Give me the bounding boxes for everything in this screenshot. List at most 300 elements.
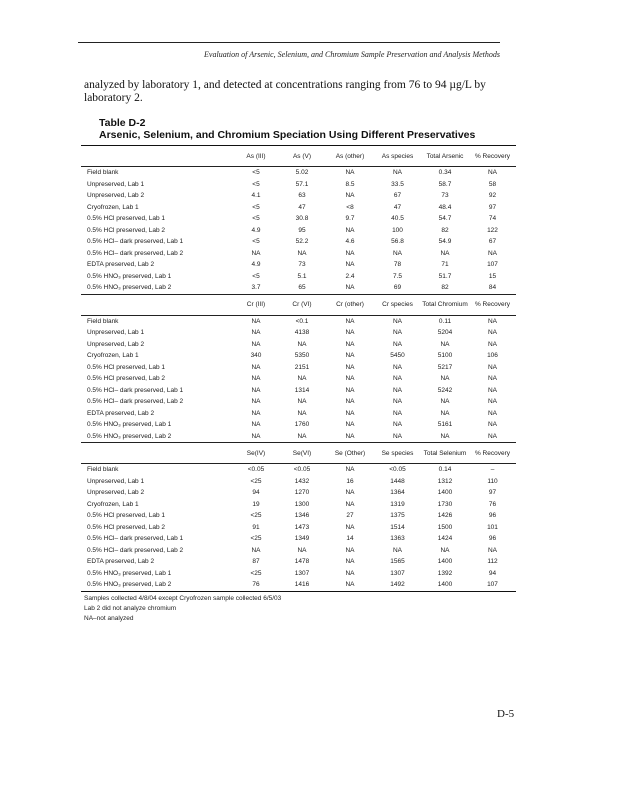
table-cell: <25 xyxy=(250,569,262,577)
table-row xyxy=(81,464,516,476)
table-cell: 1307 xyxy=(390,569,405,577)
table-cell: 30.8 xyxy=(295,215,309,222)
header-corner xyxy=(81,443,234,464)
table-body xyxy=(81,146,516,592)
column-header: As (V) xyxy=(278,146,326,167)
table-cell: 33.5 xyxy=(391,180,404,188)
table-row xyxy=(81,236,516,248)
table-row xyxy=(81,362,516,374)
table-cell: NA xyxy=(345,489,355,496)
column-header: % Recovery xyxy=(469,146,516,167)
table-cell: NA xyxy=(487,317,498,325)
table-cell: 1307 xyxy=(294,569,310,577)
table-cell: NA xyxy=(251,409,261,417)
row-label: EDTA preserved, Lab 2 xyxy=(87,558,155,565)
table-cell: 5242 xyxy=(437,386,453,394)
table-row xyxy=(81,190,516,202)
table-cell: NA xyxy=(345,375,355,382)
table-cell: 67 xyxy=(393,192,402,199)
table-cell: NA xyxy=(440,432,450,440)
table-row xyxy=(81,568,516,580)
table-cell: 4.1 xyxy=(251,192,261,199)
table-cell: NA xyxy=(297,409,307,417)
table-cell: 107 xyxy=(487,261,498,268)
table-cell: NA xyxy=(345,500,355,508)
table-cell: 69 xyxy=(393,284,402,291)
table-cell: 4.6 xyxy=(345,238,355,245)
table-cell: 340 xyxy=(250,352,262,359)
table-cell: 2151 xyxy=(294,363,310,371)
table-cell: NA xyxy=(345,386,355,394)
table-cell: 7.5 xyxy=(392,272,403,280)
column-header: Cr species xyxy=(374,294,421,315)
table-cell: 78 xyxy=(393,261,402,268)
row-label: 0.5% HNO₃ preserved, Lab 2 xyxy=(87,432,172,440)
header-corner xyxy=(81,146,234,167)
table-cell: NA xyxy=(251,340,261,348)
column-header: Se(VI) xyxy=(278,443,326,464)
row-label: 0.5% HNO₃ preserved, Lab 2 xyxy=(81,579,234,591)
table-row xyxy=(81,282,516,294)
table-cell: NA xyxy=(487,432,498,440)
table-cell: 1426 xyxy=(437,512,453,519)
table-cell: 51.7 xyxy=(438,272,452,280)
row-label: EDTA preserved, Lab 2 xyxy=(87,261,155,268)
table-cell: <0.05 xyxy=(247,466,265,473)
table-cell: NA xyxy=(487,398,498,405)
table-cell: 58 xyxy=(488,180,497,188)
table-cell: 8.5 xyxy=(345,180,355,188)
table-cell: 47 xyxy=(298,203,306,211)
table-cell: 100 xyxy=(392,226,403,234)
table-row xyxy=(81,339,516,351)
table-cell: <5 xyxy=(252,215,260,222)
table-cell: 1400 xyxy=(437,558,453,565)
table-cell: NA xyxy=(392,169,403,176)
table-cell: NA xyxy=(251,398,261,405)
table-cell: 1492 xyxy=(374,579,421,591)
table-cell: 58.7 xyxy=(438,180,452,188)
column-header: Total Selenium xyxy=(421,443,469,464)
table-row xyxy=(81,408,516,420)
table-row xyxy=(81,510,516,522)
table-cell: 96 xyxy=(488,535,497,542)
table-cell: 76 xyxy=(234,579,278,591)
table-cell: <25 xyxy=(250,477,262,485)
table-cell: <0.1 xyxy=(295,317,309,325)
table-cell: NA xyxy=(487,409,498,417)
table-cell: 40.5 xyxy=(391,215,404,222)
table-cell: NA xyxy=(487,421,498,428)
table-cell: <5 xyxy=(252,169,260,176)
table-cell: NA xyxy=(345,421,355,428)
table-row xyxy=(81,213,516,225)
column-header: Cr (III) xyxy=(234,294,278,315)
table-cell: NA xyxy=(487,386,498,394)
row-label: 0.5% HCl– dark preserved, Lab 2 xyxy=(87,398,184,405)
table-cell: 1514 xyxy=(390,523,405,531)
table-cell: NA xyxy=(251,317,261,325)
row-label: Field blank xyxy=(87,317,119,325)
table-cell: 71 xyxy=(441,261,449,268)
table-cell: NA xyxy=(440,340,450,348)
table-cell: 5161 xyxy=(437,421,453,428)
table-cell: 1300 xyxy=(294,500,310,508)
column-header: % Recovery xyxy=(469,294,516,315)
table-cell: NA xyxy=(487,375,498,382)
table-cell: 16 xyxy=(346,477,354,485)
table-cell: 96 xyxy=(488,512,497,519)
table-cell: 74 xyxy=(488,215,497,222)
row-label: Unpreserved, Lab 2 xyxy=(87,489,145,496)
table-cell: NA xyxy=(392,421,403,428)
speciation-table xyxy=(81,145,516,592)
table-cell: 1448 xyxy=(390,477,405,485)
table-cell: NA xyxy=(345,546,355,554)
table-cell: 1473 xyxy=(294,523,310,531)
note-line: Samples collected 4/8/04 except Cryofrozen sample collected 6/5/03 xyxy=(84,595,282,602)
column-header: As (other) xyxy=(326,146,374,167)
table-cell: NA xyxy=(297,398,307,405)
table-cell: 1416 xyxy=(278,579,326,591)
table-row xyxy=(81,579,516,591)
table-cell: 97 xyxy=(488,203,497,211)
row-label: Cryofrozen, Lab 1 xyxy=(87,352,139,359)
table-row xyxy=(81,487,516,499)
table-cell: NA xyxy=(297,340,307,348)
table-cell: NA xyxy=(345,226,355,234)
table-cell: NA xyxy=(297,432,307,440)
column-header: Se (Other) xyxy=(326,443,374,464)
table-cell: 5217 xyxy=(437,363,453,371)
table-cell: 0.11 xyxy=(438,317,452,325)
table-cell: 63 xyxy=(298,192,306,199)
table-cell: NA xyxy=(345,340,355,348)
table-cell: 5204 xyxy=(437,329,453,336)
table-title: Arsenic, Selenium, and Chromium Speciation Using Different Preservatives xyxy=(99,129,476,141)
row-label: 0.5% HCl– dark preserved, Lab 1 xyxy=(87,535,184,542)
table-row xyxy=(81,167,516,179)
table-cell: 15 xyxy=(488,272,497,280)
intro-paragraph: analyzed by laboratory 1, and detected at concentrations ranging from 76 to 94 µg/L by laboratory 2. xyxy=(84,79,486,104)
table-cell: 1346 xyxy=(294,512,310,519)
row-label: 0.5% HNO₃ preserved, Lab 2 xyxy=(87,284,172,291)
table-cell: 5.02 xyxy=(295,169,309,176)
table-cell: NA xyxy=(392,363,403,371)
table-cell: NA xyxy=(392,409,403,417)
table-cell: 1565 xyxy=(390,558,405,565)
table-cell: NA xyxy=(297,249,307,257)
table-cell: NA xyxy=(392,317,403,325)
table-cell: 65 xyxy=(298,284,306,291)
table-cell: 52.2 xyxy=(295,238,309,245)
column-header: % Recovery xyxy=(469,443,516,464)
table-cell: 112 xyxy=(487,558,498,565)
table-cell: NA xyxy=(345,466,355,473)
table-cell: NA xyxy=(251,375,261,382)
note-line: Lab 2 did not analyze chromium xyxy=(84,605,177,612)
table-cell: 73 xyxy=(298,261,306,268)
row-label: 0.5% HCl preserved, Lab 1 xyxy=(87,215,166,222)
row-label: 0.5% HNO₃ preserved, Lab 1 xyxy=(87,272,172,280)
table-cell: 1424 xyxy=(437,535,453,542)
table-cell: 4.9 xyxy=(251,261,261,268)
row-label: Field blank xyxy=(87,466,119,473)
table-cell: 95 xyxy=(298,226,306,234)
table-cell: <25 xyxy=(250,535,262,542)
table-cell: NA xyxy=(392,386,403,394)
table-cell: 91 xyxy=(252,523,260,531)
table-cell: NA xyxy=(326,579,374,591)
header-corner xyxy=(81,294,234,315)
table-row xyxy=(81,396,516,408)
table-cell: 47 xyxy=(393,203,402,211)
table-cell: NA xyxy=(392,329,403,336)
table-cell: NA xyxy=(251,329,261,336)
table-cell: NA xyxy=(345,558,355,565)
row-label: 0.5% HCl preserved, Lab 2 xyxy=(87,375,166,382)
table-label: Table D-2 xyxy=(99,117,146,129)
table-cell: NA xyxy=(487,546,498,554)
table-cell: NA xyxy=(345,523,355,531)
row-label: 0.5% HCl– dark preserved, Lab 1 xyxy=(87,238,184,245)
table-cell: NA xyxy=(251,546,261,554)
table-cell: 76 xyxy=(488,500,497,508)
table-cell: 94 xyxy=(252,489,260,496)
table-cell: NA xyxy=(440,409,450,417)
table-cell: 84 xyxy=(488,284,497,291)
column-header: Se(IV) xyxy=(234,443,278,464)
table-cell: 73 xyxy=(441,192,449,199)
table-cell: 82 xyxy=(441,284,449,291)
table-row xyxy=(81,202,516,214)
table-cell: 1319 xyxy=(390,500,405,508)
table-cell: 1349 xyxy=(294,535,310,542)
table-cell: <0.05 xyxy=(293,466,311,473)
table-cell: NA xyxy=(487,249,498,257)
column-header: As species xyxy=(374,146,421,167)
table-cell: NA xyxy=(345,329,355,336)
table-cell: NA xyxy=(345,352,355,359)
table-cell: <8 xyxy=(346,203,354,211)
row-label: Unpreserved, Lab 2 xyxy=(87,340,145,348)
row-label: 0.5% HCl preserved, Lab 1 xyxy=(87,363,166,371)
table-cell: 27 xyxy=(346,512,354,519)
note-line: NA–not analyzed xyxy=(84,615,134,622)
table-cell: <25 xyxy=(250,512,262,519)
table-cell: 0.14 xyxy=(438,466,452,473)
table-cell: <5 xyxy=(252,238,260,245)
table-cell: 94 xyxy=(488,569,497,577)
table-cell: 54.7 xyxy=(438,215,452,222)
header-rule xyxy=(78,42,500,43)
table-cell: 67 xyxy=(488,238,497,245)
table-cell: 54.9 xyxy=(438,238,452,245)
table-row xyxy=(81,385,516,397)
column-header: As (III) xyxy=(234,146,278,167)
table-cell: 1364 xyxy=(390,489,405,496)
table-cell: NA xyxy=(392,249,403,257)
table-cell: NA xyxy=(440,249,450,257)
table-cell: NA xyxy=(440,546,450,554)
table-cell: NA xyxy=(345,363,355,371)
table-cell: 1400 xyxy=(421,579,469,591)
table-cell: NA xyxy=(345,398,355,405)
section-header-row xyxy=(81,443,516,464)
table-cell: <5 xyxy=(252,203,260,211)
table-cell: 110 xyxy=(487,477,498,485)
row-label: 0.5% HCl preserved, Lab 1 xyxy=(87,512,166,519)
table-cell: NA xyxy=(345,192,355,199)
row-label: 0.5% HCl preserved, Lab 2 xyxy=(87,226,166,234)
row-label: Unpreserved, Lab 1 xyxy=(87,477,145,485)
table-cell: NA xyxy=(345,284,355,291)
table-cell: 82 xyxy=(441,226,449,234)
table-row xyxy=(81,327,516,339)
table-cell: 107 xyxy=(469,579,516,591)
table-cell: 1500 xyxy=(437,523,453,531)
table-cell: 122 xyxy=(487,226,498,234)
table-cell: NA xyxy=(345,169,355,176)
table-cell: NA xyxy=(487,169,498,176)
column-header: Cr (other) xyxy=(326,294,374,315)
running-head: Evaluation of Arsenic, Selenium, and Chromium Sample Preservation and Analysis Methods xyxy=(204,50,500,59)
row-label: Cryofrozen, Lab 1 xyxy=(87,203,139,211)
table-cell: 3.7 xyxy=(251,284,261,291)
table-cell: NA xyxy=(487,363,498,371)
table-cell: NA xyxy=(251,386,261,394)
row-label: EDTA preserved, Lab 2 xyxy=(87,409,155,417)
table-row xyxy=(81,373,516,385)
table-cell: 1760 xyxy=(294,421,310,428)
table-cell: <0.05 xyxy=(389,466,406,473)
table-notes xyxy=(84,594,281,624)
table-row xyxy=(81,545,516,557)
table-cell: NA xyxy=(345,409,355,417)
table-row xyxy=(81,499,516,511)
table-cell: NA xyxy=(251,432,261,440)
table-row xyxy=(81,431,516,443)
row-label: Cryofrozen, Lab 1 xyxy=(87,500,139,508)
table-cell: <5 xyxy=(252,272,260,280)
table-cell: NA xyxy=(345,432,355,440)
table-cell: 0.34 xyxy=(438,169,452,176)
table-cell: 1392 xyxy=(437,569,453,577)
row-label: 0.5% HNO₃ preserved, Lab 1 xyxy=(87,421,172,428)
table-cell: 1312 xyxy=(437,477,453,485)
table-cell: NA xyxy=(440,398,450,405)
table-cell: 5450 xyxy=(390,352,405,359)
table-row xyxy=(81,225,516,237)
row-label: 0.5% HNO₃ preserved, Lab 1 xyxy=(87,569,172,577)
table-cell: NA xyxy=(345,569,355,577)
table-row xyxy=(81,271,516,283)
table-cell: NA xyxy=(345,249,355,257)
row-label: 0.5% HCl– dark preserved, Lab 2 xyxy=(87,546,184,554)
section-header-row xyxy=(81,294,516,315)
table-cell: 87 xyxy=(252,558,260,565)
row-label: Unpreserved, Lab 1 xyxy=(87,180,145,188)
table-cell: NA xyxy=(251,363,261,371)
column-header: Se species xyxy=(374,443,421,464)
table-cell: NA xyxy=(392,375,403,382)
table-cell: 56.8 xyxy=(391,238,404,245)
row-label: Unpreserved, Lab 1 xyxy=(87,329,145,336)
table-cell: 19 xyxy=(252,500,260,508)
table-cell: 4.9 xyxy=(251,226,261,234)
table-cell: NA xyxy=(251,249,261,257)
column-header: Total Arsenic xyxy=(421,146,469,167)
table-cell: 1478 xyxy=(294,558,310,565)
column-header: Cr (VI) xyxy=(278,294,326,315)
table-cell: NA xyxy=(487,329,498,336)
table-cell: 1432 xyxy=(294,477,310,485)
row-label: 0.5% HCl– dark preserved, Lab 2 xyxy=(87,249,184,257)
table-cell: NA xyxy=(392,546,403,554)
table-cell: 57.1 xyxy=(295,180,309,188)
table-cell: NA xyxy=(392,432,403,440)
table-cell: 48.4 xyxy=(438,203,452,211)
column-header: Total Chromium xyxy=(421,294,469,315)
table-row xyxy=(81,522,516,534)
table-cell: 1375 xyxy=(390,512,405,519)
table-cell: 5100 xyxy=(437,352,453,359)
table-cell: 5.1 xyxy=(297,272,307,280)
table-cell: 1314 xyxy=(294,386,310,394)
table-row xyxy=(81,248,516,260)
table-row xyxy=(81,476,516,488)
table-cell: 1363 xyxy=(390,535,405,542)
table-cell: NA xyxy=(345,261,355,268)
row-label: 0.5% HCl– dark preserved, Lab 1 xyxy=(87,386,184,394)
table-cell: NA xyxy=(392,340,403,348)
table-row xyxy=(81,179,516,191)
page-number: D-5 xyxy=(497,708,515,720)
table-cell: 101 xyxy=(487,523,498,531)
table-cell: NA xyxy=(392,398,403,405)
table-cell: NA xyxy=(345,317,355,325)
table-row xyxy=(81,556,516,568)
table-cell: – xyxy=(490,466,495,473)
table-cell: <5 xyxy=(252,180,260,188)
table-cell: 5350 xyxy=(294,352,310,359)
table-row xyxy=(81,350,516,362)
table-cell: 92 xyxy=(488,192,497,199)
table-cell: 4138 xyxy=(294,329,310,336)
table-row xyxy=(81,533,516,545)
table-cell: 97 xyxy=(488,489,497,496)
table-cell: 1730 xyxy=(437,500,453,508)
row-label: 0.5% HCl preserved, Lab 2 xyxy=(87,523,166,531)
table-cell: 1270 xyxy=(294,489,310,496)
row-label: Field blank xyxy=(87,169,119,176)
section-header-row xyxy=(81,146,516,167)
row-label: Unpreserved, Lab 2 xyxy=(87,192,145,199)
table-cell: 9.7 xyxy=(345,215,355,222)
table-cell: NA xyxy=(297,546,307,554)
table-row xyxy=(81,259,516,271)
table-cell: 1400 xyxy=(437,489,453,496)
table-cell: NA xyxy=(487,340,498,348)
table-cell: 2.4 xyxy=(345,272,355,280)
table-cell: 106 xyxy=(487,352,498,359)
table-row xyxy=(81,315,516,327)
table-cell: NA xyxy=(251,421,261,428)
table-cell: NA xyxy=(297,375,307,382)
table-cell: 14 xyxy=(346,535,354,542)
table-cell: NA xyxy=(440,375,450,382)
table-row xyxy=(81,419,516,431)
